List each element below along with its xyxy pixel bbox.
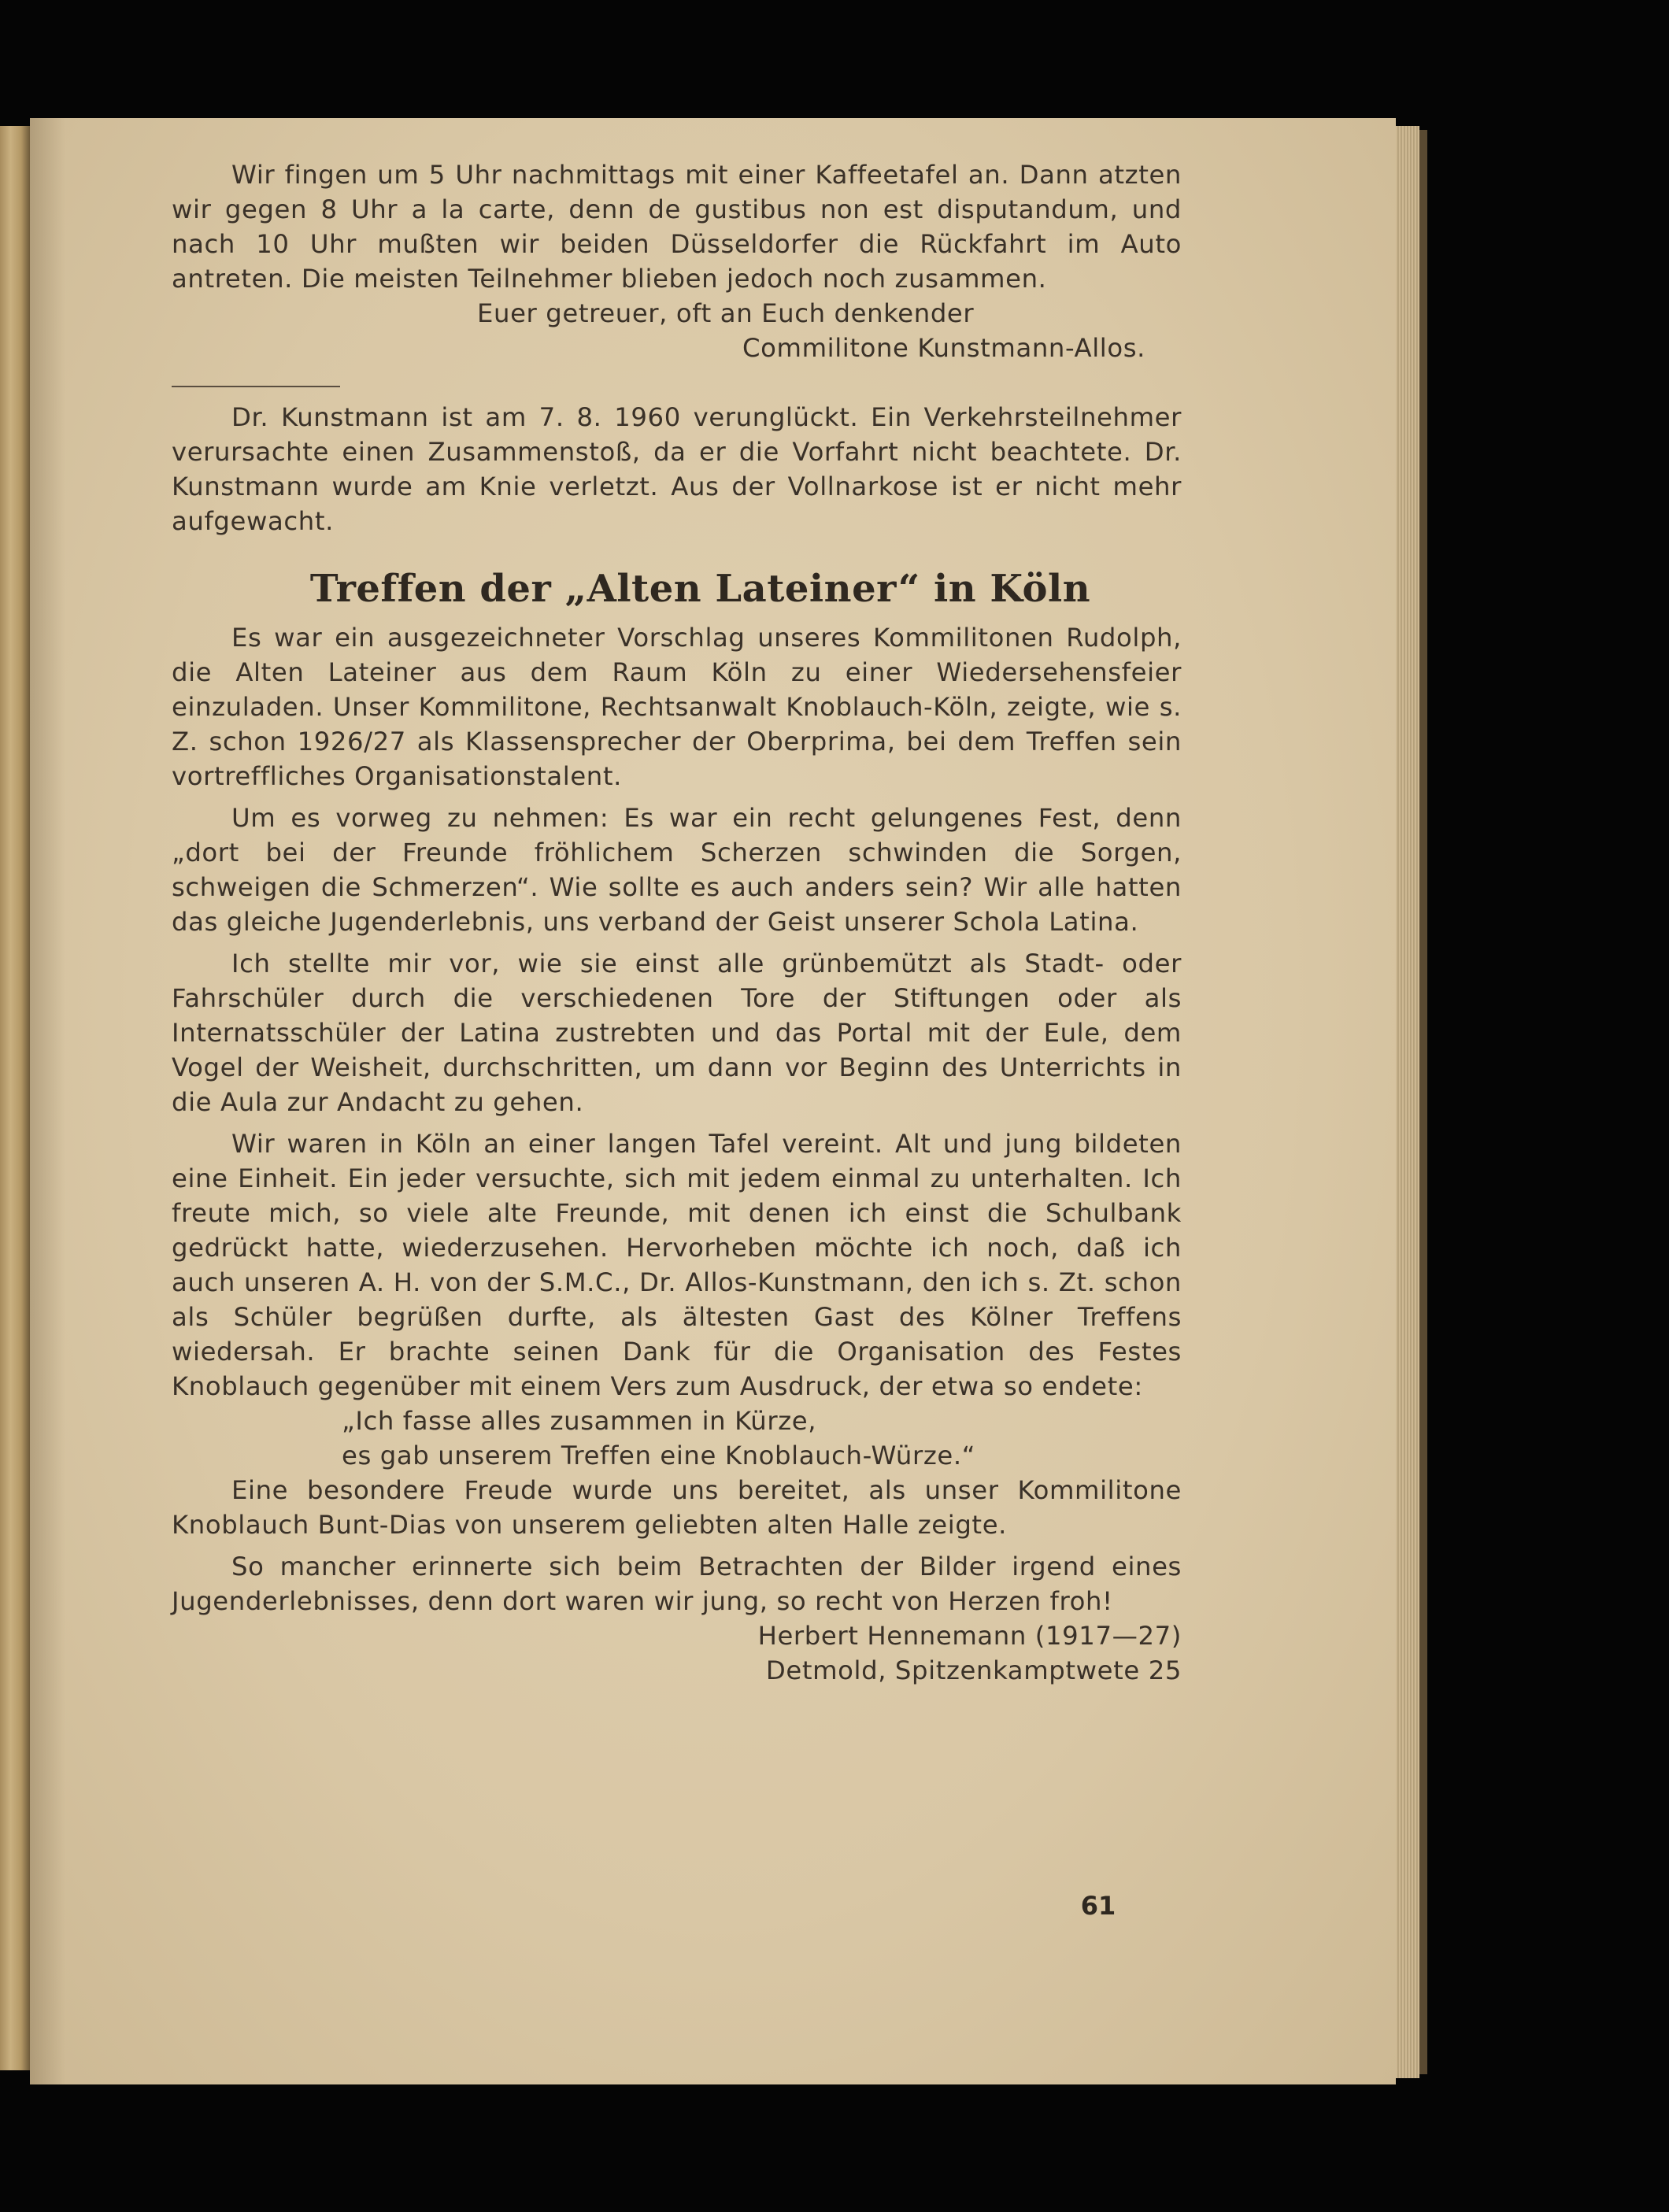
verse-line-1: „Ich fasse alles zusammen in Kürze, bbox=[342, 1406, 817, 1436]
letter-paragraph: Wir fingen um 5 Uhr nachmittags mit einer Kaffeetafel an. Dann atzten wir gegen 8 Uhr a la carte, denn de gustibus non est disputandum, und nach 10 Uhr mußten wir beiden Düsseldorfer die Rückfahrt im Auto antreten. Die meisten Teilnehmer blieben jedoch noch zusammen. bbox=[172, 160, 1182, 294]
page-number: 61 bbox=[1080, 1891, 1116, 1921]
page-stack-shadow bbox=[1419, 130, 1427, 2074]
author-name: Herbert Hennemann (1917—27) bbox=[757, 1621, 1182, 1651]
letter-closing-line1: Euer getreuer, oft an Euch denkender bbox=[477, 298, 975, 328]
article-paragraph-5: Eine besondere Freude wurde uns bereitet, als unser Kommilitone Knoblauch Bunt-Dias von unserem geliebten alten Halle zeigte. bbox=[172, 1475, 1182, 1540]
article-paragraph-4: Wir waren in Köln an einer langen Tafel vereint. Alt und jung bildeten eine Einheit. Ein jeder versuchte, sich mit jedem einmal zu unterhalten. Ich freute mich, so viele alte Freunde, mit denen ich einst die Schulbank gedrückt hatte, wiederzusehen. Hervorheben möchte ich noch, daß ich auch unseren A. H. von der S.M.C., Dr. Allos-Kunstmann, den ich s. Zt. schon als Schüler begrüßen durfte, als ältesten Gast des Kölner Treffens wiedersah. Er brachte seinen Dank für die Organisation des Festes Knoblauch gegenüber mit einem Vers zum Ausdruck, der etwa so endete: bbox=[172, 1129, 1182, 1401]
article-paragraph-3: Ich stellte mir vor, wie sie einst alle grünbemützt als Stadt- oder Fahrschüler durch die verschiedenen Tore der Stiftungen oder als Internatsschüler der Latina zustrebten und das Portal mit der Eule, dem Vogel der Weisheit, durchschritten, um dann vor Beginn des Unterrichts in die Aula zur Andacht zu gehen. bbox=[172, 949, 1182, 1117]
author-address: Detmold, Spitzenkamptwete 25 bbox=[765, 1655, 1182, 1685]
left-page-edge bbox=[0, 126, 30, 2070]
verse-line-2: es gab unserem Treffen eine Knoblauch-Würze.“ bbox=[342, 1441, 976, 1470]
letter-signature: Commilitone Kunstmann-Allos. bbox=[742, 333, 1146, 363]
article-paragraph-6: So mancher erinnerte sich beim Betrachten der Bilder irgend eines Jugenderlebnisses, denn dort waren wir jung, so recht von Herzen froh! bbox=[172, 1552, 1182, 1616]
footnote-paragraph: Dr. Kunstmann ist am 7. 8. 1960 verunglückt. Ein Verkehrsteilnehmer verursachte einen Zusammenstoß, da er die Vorfahrt nicht beachtete. Dr. Kunstmann wurde am Knie verletzt. Aus der Vollnarkose ist er nicht mehr aufgewacht. bbox=[172, 402, 1182, 536]
page-content bbox=[172, 157, 1182, 1688]
footnote-divider bbox=[172, 386, 340, 387]
article-paragraph-1: Es war ein ausgezeichneter Vorschlag unseres Kommilitonen Rudolph, die Alten Lateiner aus dem Raum Köln zu einer Wiedersehensfeier einzuladen. Unser Kommilitone, Rechtsanwalt Knoblauch-Köln, zeigte, wie s. Z. schon 1926/27 als Klassensprecher der Oberprima, bei dem Treffen sein vortreffliches Organisationstalent. bbox=[172, 623, 1182, 791]
article-title: Treffen der „Alten Lateiner“ in Köln bbox=[309, 567, 1091, 611]
article-paragraph-2: Um es vorweg zu nehmen: Es war ein recht gelungenes Fest, denn „dort bei der Freunde fröhlichem Scherzen schwinden die Sorgen, schweigen die Schmerzen“. Wie sollte es auch anders sein? Wir alle hatten das gleiche Jugenderlebnis, uns verband der Geist unserer Schola Latina. bbox=[172, 803, 1182, 937]
page-stack-edge bbox=[1396, 126, 1419, 2078]
